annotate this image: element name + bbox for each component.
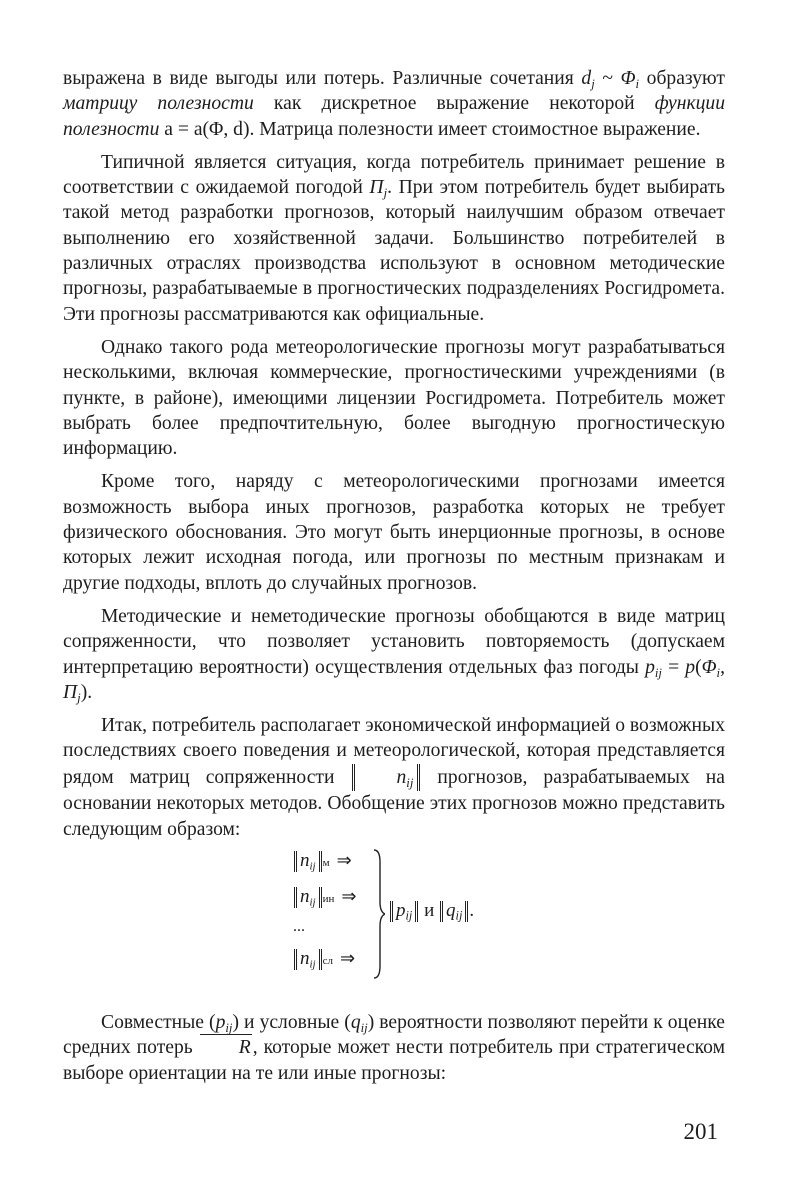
mean-loss-symbol: R bbox=[199, 1035, 253, 1060]
formula-row-sl: $n_{ij}$ сл ⇒ bbox=[293, 948, 355, 970]
body-text-after-formula bbox=[63, 1010, 725, 1086]
paragraph-4: Кроме того, наряду с метеорологическими прогнозами имеется возможность выбора иных прогнозов, разработка которых не требует физического обоснования. Это могут быть инерционные прогнозы, в основе которых лежит исходная погода, или прогнозы по местным признакам и другие подходы, вплоть до случайных прогнозов. bbox=[63, 471, 725, 594]
page-number: 201 bbox=[683, 1119, 718, 1144]
matrix-formula bbox=[293, 848, 513, 988]
paragraph-5: Методические и неметодические прогнозы обобщаются в виде матриц сопряженности, что позволяет установить повторяемость (допускаем интерпретацию вероятности) осуществления отдельных фаз погоды $p_{ij} = p(\Phi_i$, $\Pi_j$). bbox=[63, 605, 725, 705]
paragraph-1: выражена в виде выгоды или потерь. Различные сочетания $d_j$ ~ $\Phi_i$ образуют матрицу полезности как дискретное выражение некоторой функции полезности a = a(Φ, d). Матрица полезности имеет стоимостное выражение. bbox=[63, 68, 726, 140]
right-brace-icon bbox=[373, 848, 385, 980]
formula-dots: ... bbox=[293, 918, 305, 935]
paragraph-7: Совместные $(p_{ij})$ и условные $(q_{ij})$ вероятности позволяют перейти к оценке средних потерь R , которые может нести потребитель при стратегическом выборе ориентации на те или иные прогнозы: bbox=[63, 1012, 726, 1084]
formula-row-m: $n_{ij}$ м ⇒ bbox=[293, 850, 352, 872]
formula-result: $p_{ij}$ и $q_{ij}$ . bbox=[389, 900, 474, 922]
paragraph-3: Однако такого рода метеорологические прогнозы могут разрабатываться несколькими, включая коммерческие, прогностическими учреждениями (в пункте, в районе), имеющими лицензии Росгидромета. Потребитель может выбрать более предпочтительную, более выгодную прогностическую информацию. bbox=[63, 336, 725, 460]
formula-row-in: $n_{ij}$ ин ⇒ bbox=[293, 886, 357, 908]
paragraph-2: Типичной является ситуация, когда потребитель принимает решение в соответствии с ожидаемой погодой $\Pi_j$. При этом потребитель будет выбирать такой метод разработки прогнозов, который наилучшим образом отвечает выполнению его хозяйственной задачи. Большинство потребителей в различных отраслях производства используют в основном методические прогнозы, разрабатываемые в прогностических подразделениях Росгидромета. Эти прогнозы рассматриваются как официальные. bbox=[63, 151, 725, 325]
body-text bbox=[63, 66, 725, 842]
paragraph-6: Итак, потребитель располагает экономической информацией о возможных последствиях своего поведения и метеорологической, которая представляется рядом матриц сопряженности $n_{ij}$ прогнозов, разрабатываемых на основании некоторых методов. Обобщение этих прогнозов можно представить следующим образом: bbox=[63, 715, 725, 840]
